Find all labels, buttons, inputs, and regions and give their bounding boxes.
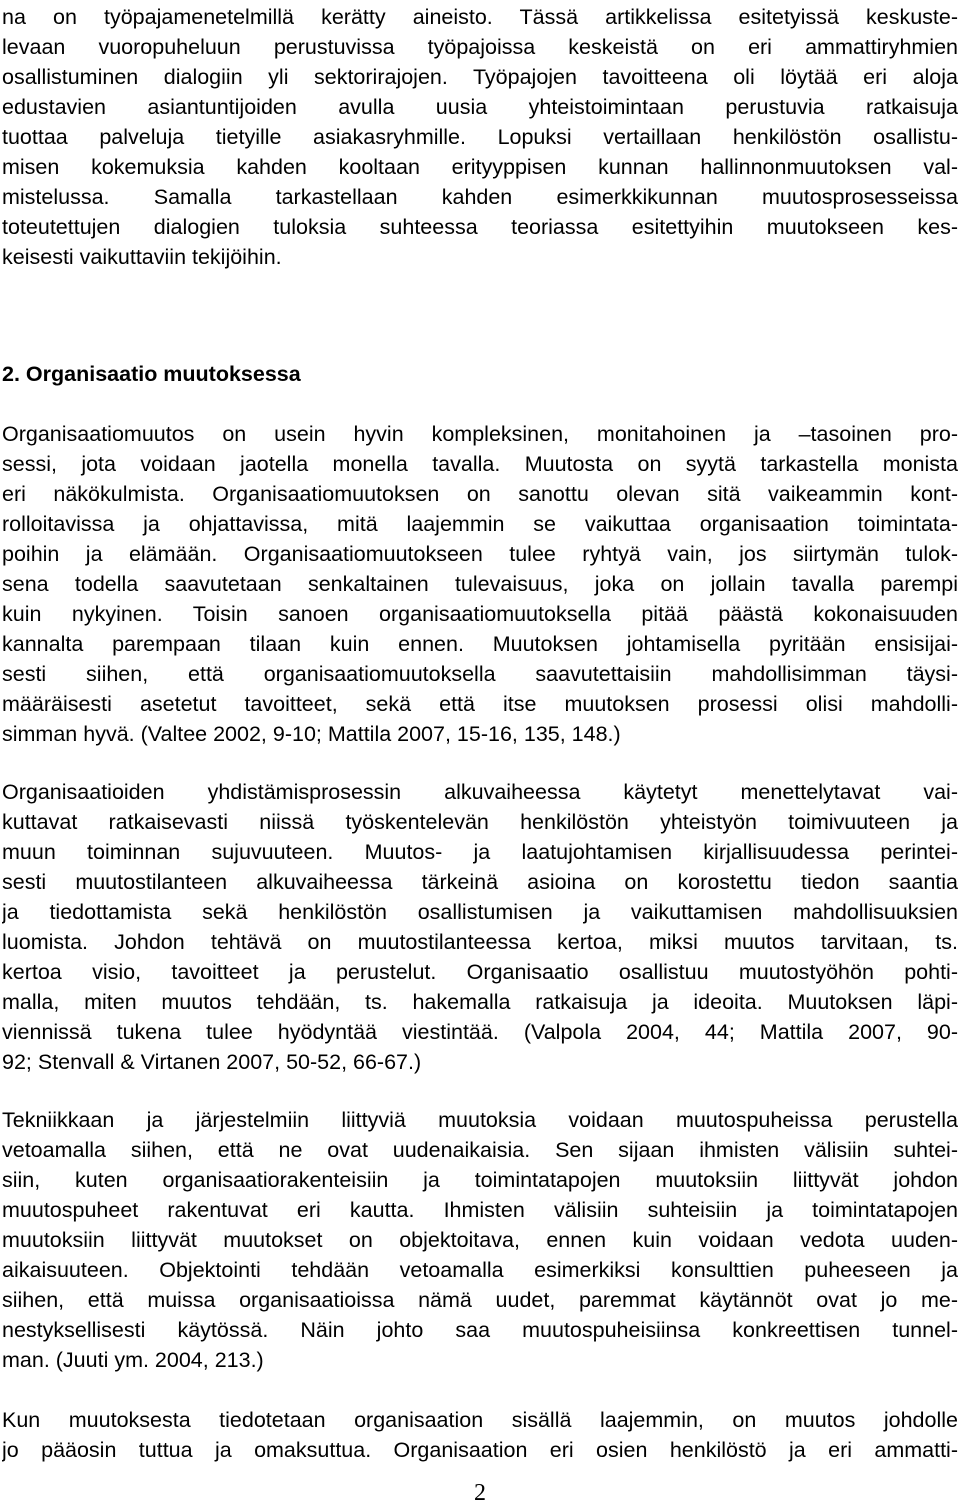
text-line: siin, kuten organisaatiorakenteisiin ja toimintatapojen muutoksiin liittyvät johdon <box>2 1168 958 1192</box>
text-line: Tekniikkaan ja järjestelmiin liittyviä muutoksia voidaan muutospuheissa perustella <box>2 1108 958 1132</box>
text-line: nestyksellisesti käytössä. Näin johto saa muutospuheisiinsa konkreettisen tunnel- <box>2 1318 958 1342</box>
text-line: kuttavat ratkaisevasti niissä työskentelevän henkilöstön yhteistyön toimivuuteen ja <box>2 810 958 834</box>
text-line: edustavien asiantuntijoiden avulla uusia yhteistoimintaan perustuvia ratkaisuja <box>2 95 958 119</box>
body-paragraph-2 <box>2 777 958 1077</box>
text-line: siihen, että muissa organisaatioissa nämä uudet, paremmat käytännöt ovat jo me- <box>2 1288 958 1312</box>
body-paragraph-1 <box>2 419 958 749</box>
text-line: kuin nykyinen. Toisin sanoen organisaatiomuutoksella pitää päästä kokonaisuuden <box>2 602 958 626</box>
text-line: aikaisuuteen. Objektointi tehdään vetoamalla esimerkiksi konsulttien puheeseen ja <box>2 1258 958 1282</box>
text-line: muutospuheet rakentuvat eri kautta. Ihmisten välisiin suhteisiin ja toimintatapojen <box>2 1198 958 1222</box>
text-line: jo pääosin tuttua ja omaksuttua. Organisaation eri osien henkilöstö ja eri ammatti- <box>2 1438 958 1462</box>
text-line: viennissä tukena tulee hyödyntää viestintää. (Valpola 2004, 44; Mattila 2007, 90- <box>2 1020 958 1044</box>
body-paragraph-3 <box>2 1105 958 1375</box>
text-line: Organisaatioiden yhdistämisprosessin alkuvaiheessa käytetyt menettelytavat vai- <box>2 780 958 804</box>
text-line: keisesti vaikuttaviin tekijöihin. <box>2 245 282 269</box>
text-line: 92; Stenvall & Virtanen 2007, 50-52, 66-67.) <box>2 1050 422 1074</box>
text-line: sesti siihen, että organisaatiomuutoksella saavutettaisiin mahdollisimman täysi- <box>2 662 958 686</box>
text-line: ja tiedottamista sekä henkilöstön osallistumisen ja vaikuttamisen mahdollisuuksien <box>2 900 958 924</box>
text-line: Organisaatiomuutos on usein hyvin kompleksinen, monitahoinen ja –tasoinen pro- <box>2 422 958 446</box>
text-line: mistelussa. Samalla tarkastellaan kahden esimerkkikunnan muutosprosesseissa <box>2 185 958 209</box>
text-line: kertoa visio, tavoitteet ja perustelut. Organisaatio osallistuu muutostyöhön pohti- <box>2 960 958 984</box>
text-line: poihin ja elämään. Organisaatiomuutokseen tulee ryhtyä vain, jos siirtymän tulok- <box>2 542 958 566</box>
text-line: eri näkökulmista. Organisaatiomuutoksen on sanottu olevan sitä vaikeammin kont- <box>2 482 958 506</box>
text-line: vetoamalla siihen, että ne ovat uudenaikaisia. Sen sijaan ihmisten välisiin suhtei- <box>2 1138 958 1162</box>
intro-paragraph <box>2 2 958 272</box>
text-line: sessi, jota voidaan jaotella monella tavalla. Muutosta on syytä tarkastella monista <box>2 452 958 476</box>
text-line: na on työpajamenetelmillä kerätty aineisto. Tässä artikkelissa esitetyissä keskuste- <box>2 5 958 29</box>
text-line: man. (Juuti ym. 2004, 213.) <box>2 1348 264 1372</box>
text-line: tuottaa palveluja tietyille asiakasryhmille. Lopuksi vertaillaan henkilöstön osallistu- <box>2 125 958 149</box>
text-line: osallistuminen dialogiin yli sektorirajojen. Työpajojen tavoitteena oli löytää eri aloja <box>2 65 958 89</box>
text-line: Kun muutoksesta tiedotetaan organisaation sisällä laajemmin, on muutos johdolle <box>2 1408 958 1432</box>
text-line: simman hyvä. (Valtee 2002, 9-10; Mattila 2007, 15-16, 135, 148.) <box>2 722 621 746</box>
text-line: sesti muutostilanteen alkuvaiheessa tärkeinä asioina on korostettu tiedon saantia <box>2 870 958 894</box>
page-number: 2 <box>474 1480 486 1506</box>
text-line: levaan vuoropuheluun perustuvissa työpajoissa keskeistä on eri ammattiryhmien <box>2 35 958 59</box>
text-line: kannalta parempaan tilaan kuin ennen. Muutoksen johtamisella pyritään ensisijai- <box>2 632 958 656</box>
section-heading: 2. Organisaatio muutoksessa <box>2 362 301 386</box>
text-line: rolloitavissa ja ohjattavissa, mitä laajemmin se vaikuttaa organisaation toimintata- <box>2 512 958 536</box>
text-line: luomista. Johdon tehtävä on muutostilanteessa kertoa, miksi muutos tarvitaan, ts. <box>2 930 958 954</box>
body-paragraph-4 <box>2 1405 958 1465</box>
text-line: sena todella saavutetaan senkaltainen tulevaisuus, joka on jollain tavalla parempi <box>2 572 958 596</box>
text-line: malla, miten muutos tehdään, ts. hakemalla ratkaisuja ja ideoita. Muutoksen läpi- <box>2 990 958 1014</box>
text-line: misen kokemuksia kahden kooltaan erityyppisen kunnan hallinnonmuutoksen val- <box>2 155 958 179</box>
text-line: määräisesti asetetut tavoitteet, sekä että itse muutoksen prosessi olisi mahdolli- <box>2 692 958 716</box>
text-line: muutoksiin liittyvät muutokset on objektoitava, ennen kuin voidaan vedota uuden- <box>2 1228 958 1252</box>
text-line: toteutettujen dialogien tuloksia suhteessa teoriassa esitettyihin muutokseen kes- <box>2 215 958 239</box>
text-line: muun toiminnan sujuvuuteen. Muutos- ja laatujohtamisen kirjallisuudessa perintei- <box>2 840 958 864</box>
